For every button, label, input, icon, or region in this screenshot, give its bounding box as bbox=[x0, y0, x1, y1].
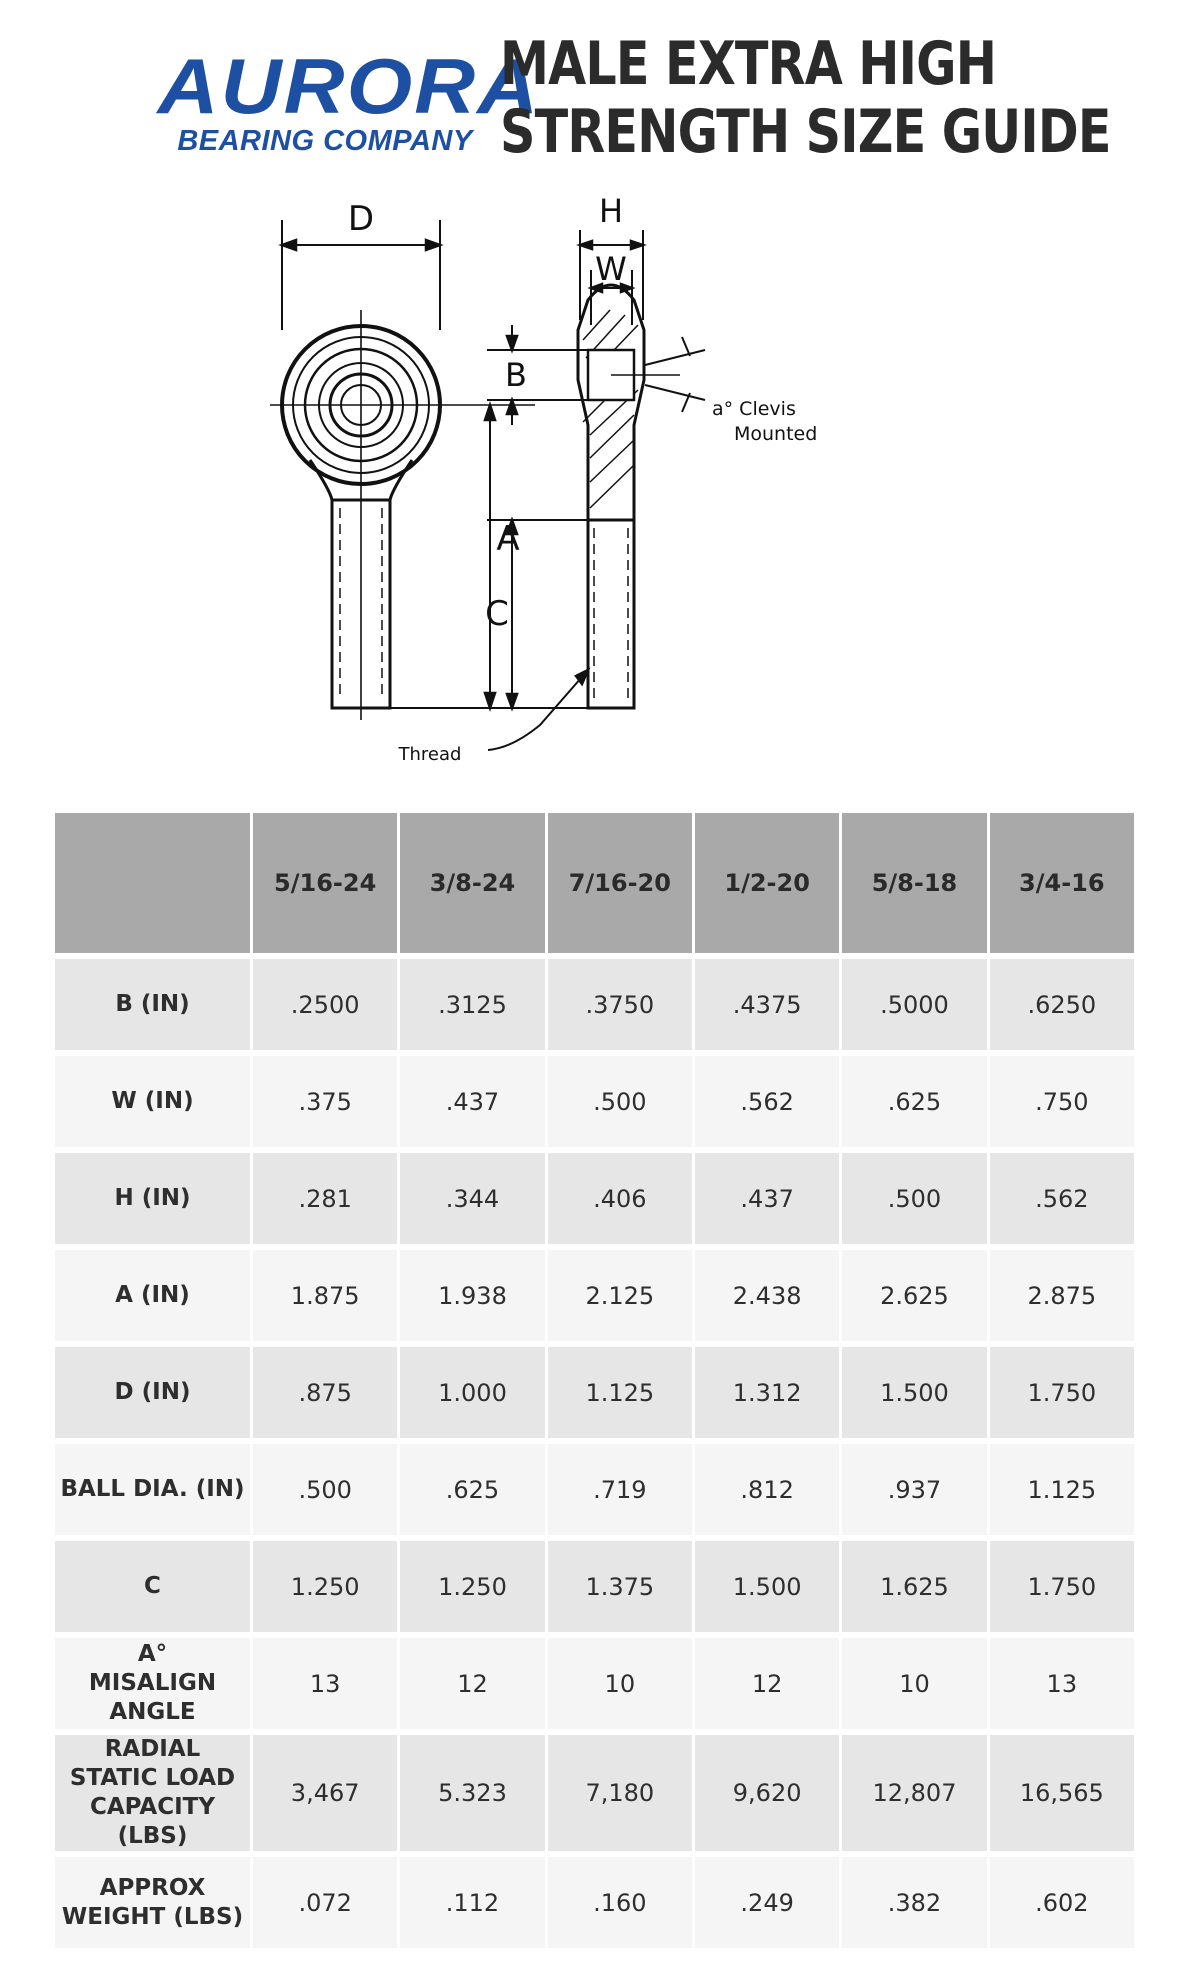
table-cell: .500 bbox=[253, 1444, 397, 1541]
table-row bbox=[55, 1056, 1134, 1153]
table-cell: .072 bbox=[253, 1857, 397, 1954]
table-cell: .5000 bbox=[842, 959, 986, 1056]
row-label-line: RADIAL bbox=[104, 1736, 201, 1762]
column-header: 1/2-20 bbox=[695, 813, 839, 959]
table-cell: 1.750 bbox=[990, 1541, 1134, 1638]
row-label bbox=[55, 1857, 250, 1954]
row-label-line: WEIGHT (LBS) bbox=[61, 1903, 244, 1930]
table-cell: .3750 bbox=[548, 959, 692, 1056]
table-cell: .437 bbox=[695, 1153, 839, 1250]
table-corner-cell bbox=[55, 813, 250, 959]
table-cell: .812 bbox=[695, 1444, 839, 1541]
column-header: 3/4-16 bbox=[990, 813, 1134, 959]
table-cell: .750 bbox=[990, 1056, 1134, 1153]
table-cell: .281 bbox=[253, 1153, 397, 1250]
row-label: BALL DIA. (IN) bbox=[55, 1444, 250, 1541]
table-cell: 12,807 bbox=[842, 1735, 986, 1857]
thread-label: Thread bbox=[398, 744, 462, 765]
table-cell: .875 bbox=[253, 1347, 397, 1444]
aurora-logo bbox=[157, 42, 541, 157]
table-row bbox=[55, 1347, 1134, 1444]
table-cell: .4375 bbox=[695, 959, 839, 1056]
page-title bbox=[500, 30, 1111, 166]
table-cell: 1.000 bbox=[400, 1347, 544, 1444]
row-label: C bbox=[55, 1541, 250, 1638]
row-label-line: STATIC LOAD bbox=[69, 1765, 236, 1791]
table-cell: .500 bbox=[842, 1153, 986, 1250]
table-cell: .437 bbox=[400, 1056, 544, 1153]
dimension-label-w: W bbox=[595, 250, 627, 288]
table-cell: 12 bbox=[400, 1638, 544, 1735]
table-cell: .112 bbox=[400, 1857, 544, 1954]
table-cell: 12 bbox=[695, 1638, 839, 1735]
table-cell: .562 bbox=[990, 1153, 1134, 1250]
side-view bbox=[487, 230, 705, 750]
table-cell: 16,565 bbox=[990, 1735, 1134, 1857]
table-cell: 10 bbox=[842, 1638, 986, 1735]
table-row bbox=[55, 1444, 1134, 1541]
table-cell: .249 bbox=[695, 1857, 839, 1954]
row-label: D (IN) bbox=[55, 1347, 250, 1444]
column-header: 3/8-24 bbox=[400, 813, 544, 959]
table-row bbox=[55, 959, 1134, 1056]
logo-wordmark: AURORA bbox=[157, 42, 541, 130]
dimension-label-a: A bbox=[496, 519, 520, 559]
table-cell: .382 bbox=[842, 1857, 986, 1954]
table-row bbox=[55, 1541, 1134, 1638]
logo-subtitle: BEARING COMPANY bbox=[177, 125, 473, 157]
dimension-label-c: C bbox=[485, 594, 509, 634]
table-cell: 1.500 bbox=[695, 1541, 839, 1638]
table-cell: 9,620 bbox=[695, 1735, 839, 1857]
table-cell: .719 bbox=[548, 1444, 692, 1541]
table-cell: 1.250 bbox=[253, 1541, 397, 1638]
table-cell: 13 bbox=[253, 1638, 397, 1735]
header bbox=[0, 0, 1200, 180]
table-row bbox=[55, 1857, 1134, 1954]
table-cell: 1.625 bbox=[842, 1541, 986, 1638]
table-cell: 3,467 bbox=[253, 1735, 397, 1857]
table-cell: .6250 bbox=[990, 959, 1134, 1056]
table-row bbox=[55, 1638, 1134, 1735]
front-view bbox=[270, 220, 535, 720]
dimension-label-h: H bbox=[598, 192, 624, 230]
table-row bbox=[55, 1250, 1134, 1347]
rod-end-diagram bbox=[250, 190, 1010, 790]
row-label-line: APPROX bbox=[99, 1874, 206, 1901]
table-cell: .625 bbox=[842, 1056, 986, 1153]
table-cell: .406 bbox=[548, 1153, 692, 1250]
table-cell: 1.125 bbox=[548, 1347, 692, 1444]
column-header: 7/16-20 bbox=[548, 813, 692, 959]
table-cell: 13 bbox=[990, 1638, 1134, 1735]
table-cell: 1.312 bbox=[695, 1347, 839, 1444]
clevis-label-line-1: a° Clevis bbox=[712, 398, 796, 420]
row-label: H (IN) bbox=[55, 1153, 250, 1250]
table-cell: .625 bbox=[400, 1444, 544, 1541]
table-cell: .602 bbox=[990, 1857, 1134, 1954]
table-header-row bbox=[55, 813, 1134, 959]
size-guide-table bbox=[52, 813, 1137, 1954]
table-cell: .937 bbox=[842, 1444, 986, 1541]
table-cell: .562 bbox=[695, 1056, 839, 1153]
page-title-line-2: STRENGTH SIZE GUIDE bbox=[500, 97, 1111, 167]
row-label: A (IN) bbox=[55, 1250, 250, 1347]
row-label: W (IN) bbox=[55, 1056, 250, 1153]
table-cell: 1.750 bbox=[990, 1347, 1134, 1444]
column-header: 5/16-24 bbox=[253, 813, 397, 959]
row-label bbox=[55, 1735, 250, 1857]
table-cell: 2.438 bbox=[695, 1250, 839, 1347]
table-cell: 1.125 bbox=[990, 1444, 1134, 1541]
table-cell: 1.938 bbox=[400, 1250, 544, 1347]
table-cell: .344 bbox=[400, 1153, 544, 1250]
table-cell: .500 bbox=[548, 1056, 692, 1153]
table-cell: 5.323 bbox=[400, 1735, 544, 1857]
table-row bbox=[55, 1153, 1134, 1250]
table-cell: .160 bbox=[548, 1857, 692, 1954]
table-cell: 1.375 bbox=[548, 1541, 692, 1638]
table-cell: 10 bbox=[548, 1638, 692, 1735]
table-cell: 2.875 bbox=[990, 1250, 1134, 1347]
table-cell: 1.250 bbox=[400, 1541, 544, 1638]
table-cell: 2.125 bbox=[548, 1250, 692, 1347]
table-cell: 2.625 bbox=[842, 1250, 986, 1347]
table-cell: 1.500 bbox=[842, 1347, 986, 1444]
row-label-line: CAPACITY (LBS) bbox=[89, 1794, 215, 1849]
row-label-line: A° bbox=[137, 1641, 168, 1667]
table-row bbox=[55, 1735, 1134, 1857]
table-cell: .2500 bbox=[253, 959, 397, 1056]
row-label: B (IN) bbox=[55, 959, 250, 1056]
dimension-label-d: D bbox=[347, 199, 375, 239]
table-cell: .375 bbox=[253, 1056, 397, 1153]
row-label-line: MISALIGN bbox=[88, 1670, 217, 1696]
clevis-label-line-2: Mounted bbox=[734, 423, 818, 445]
table-cell: 7,180 bbox=[548, 1735, 692, 1857]
table-cell: 1.875 bbox=[253, 1250, 397, 1347]
table-cell: .3125 bbox=[400, 959, 544, 1056]
row-label-line: ANGLE bbox=[109, 1699, 196, 1725]
rod-end-drawing bbox=[250, 190, 1010, 790]
dimension-label-b: B bbox=[505, 356, 527, 394]
page-title-line-1: MALE EXTRA HIGH bbox=[500, 29, 997, 99]
row-label bbox=[55, 1638, 250, 1735]
column-header: 5/8-18 bbox=[842, 813, 986, 959]
